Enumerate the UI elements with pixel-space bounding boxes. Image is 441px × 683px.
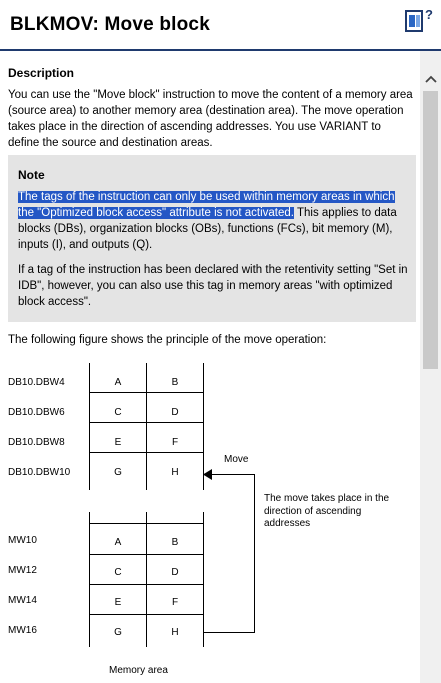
table-cell: C xyxy=(114,567,122,578)
table-cell: C xyxy=(114,407,122,418)
move-label: Move xyxy=(224,454,249,465)
row-label: DB10.DBW6 xyxy=(8,407,65,418)
table-cell: F xyxy=(171,437,179,448)
note-text-rest: This applies to data blocks (DBs), organization blocks (OBs), functions (FCs), bit memory (M), inputs (I), and outputs (Q). xyxy=(18,207,397,251)
table-line xyxy=(89,614,204,615)
table-cell: B xyxy=(171,537,179,548)
description-heading: Description xyxy=(8,66,75,80)
note-paragraph-2: If a tag of the instruction has been declared with the retentivity setting "Set in IDB", however, you can also use this tag in memory areas "with optimized block access". xyxy=(18,264,408,308)
arrow-line xyxy=(254,474,255,633)
move-direction-note: The move takes place in the direction of ascending addresses xyxy=(264,493,390,529)
arrow-head-icon xyxy=(203,469,212,480)
table-line xyxy=(89,584,204,585)
content-area[interactable] xyxy=(0,51,420,683)
move-figure xyxy=(0,51,420,683)
table-cell: A xyxy=(114,377,122,388)
table-line xyxy=(146,363,147,490)
table-line xyxy=(89,554,204,555)
table-cell: D xyxy=(171,567,179,578)
arrow-line xyxy=(203,632,255,633)
row-label: DB10.DBW4 xyxy=(8,377,65,388)
table-line xyxy=(89,452,204,453)
table-cell: A xyxy=(114,537,122,548)
table-line xyxy=(146,512,147,647)
description-text: You can use the "Move block" instruction to move the content of a memory area (source area) to another memory area (destination area). The move operation takes place in the direction of ascending addresses. You use VARIANT to define the source and destination areas. xyxy=(8,89,413,149)
arrow-line xyxy=(210,474,255,475)
figure-intro: The following figure shows the principle of the move operation: xyxy=(8,334,327,346)
table-cell: G xyxy=(114,467,122,478)
table-cell: E xyxy=(114,597,122,608)
highlighted-selection[interactable]: The tags of the instruction can only be used within memory areas in which the "Optimized block access" attribute is not activated. xyxy=(18,191,395,219)
row-label: DB10.DBW10 xyxy=(8,467,71,478)
row-label: MW12 xyxy=(8,565,37,576)
page-title: BLKMOV: Move block xyxy=(10,14,210,35)
table-cell: H xyxy=(171,467,179,478)
scroll-thumb[interactable] xyxy=(423,91,438,369)
table-line xyxy=(89,523,204,524)
figure-footer: Memory area xyxy=(109,665,168,676)
vertical-scrollbar[interactable] xyxy=(420,51,441,683)
help-icon[interactable] xyxy=(404,5,434,33)
row-label: MW10 xyxy=(8,535,37,546)
svg-text:?: ? xyxy=(425,7,433,22)
table-line xyxy=(89,512,90,647)
row-label: MW16 xyxy=(8,625,37,636)
table-line xyxy=(89,363,90,490)
row-label: DB10.DBW8 xyxy=(8,437,65,448)
table-cell: H xyxy=(171,627,179,638)
table-line xyxy=(203,512,204,647)
header xyxy=(0,0,441,51)
row-label: MW14 xyxy=(8,595,37,606)
table-cell: E xyxy=(114,437,122,448)
table-line xyxy=(89,422,204,423)
table-cell: B xyxy=(171,377,179,388)
table-cell: G xyxy=(114,627,122,638)
note-heading: Note xyxy=(18,168,45,182)
table-cell: F xyxy=(171,597,179,608)
scroll-up-button[interactable] xyxy=(420,69,441,89)
chevron-up-icon xyxy=(425,75,437,83)
table-line xyxy=(89,392,204,393)
table-cell: D xyxy=(171,407,179,418)
